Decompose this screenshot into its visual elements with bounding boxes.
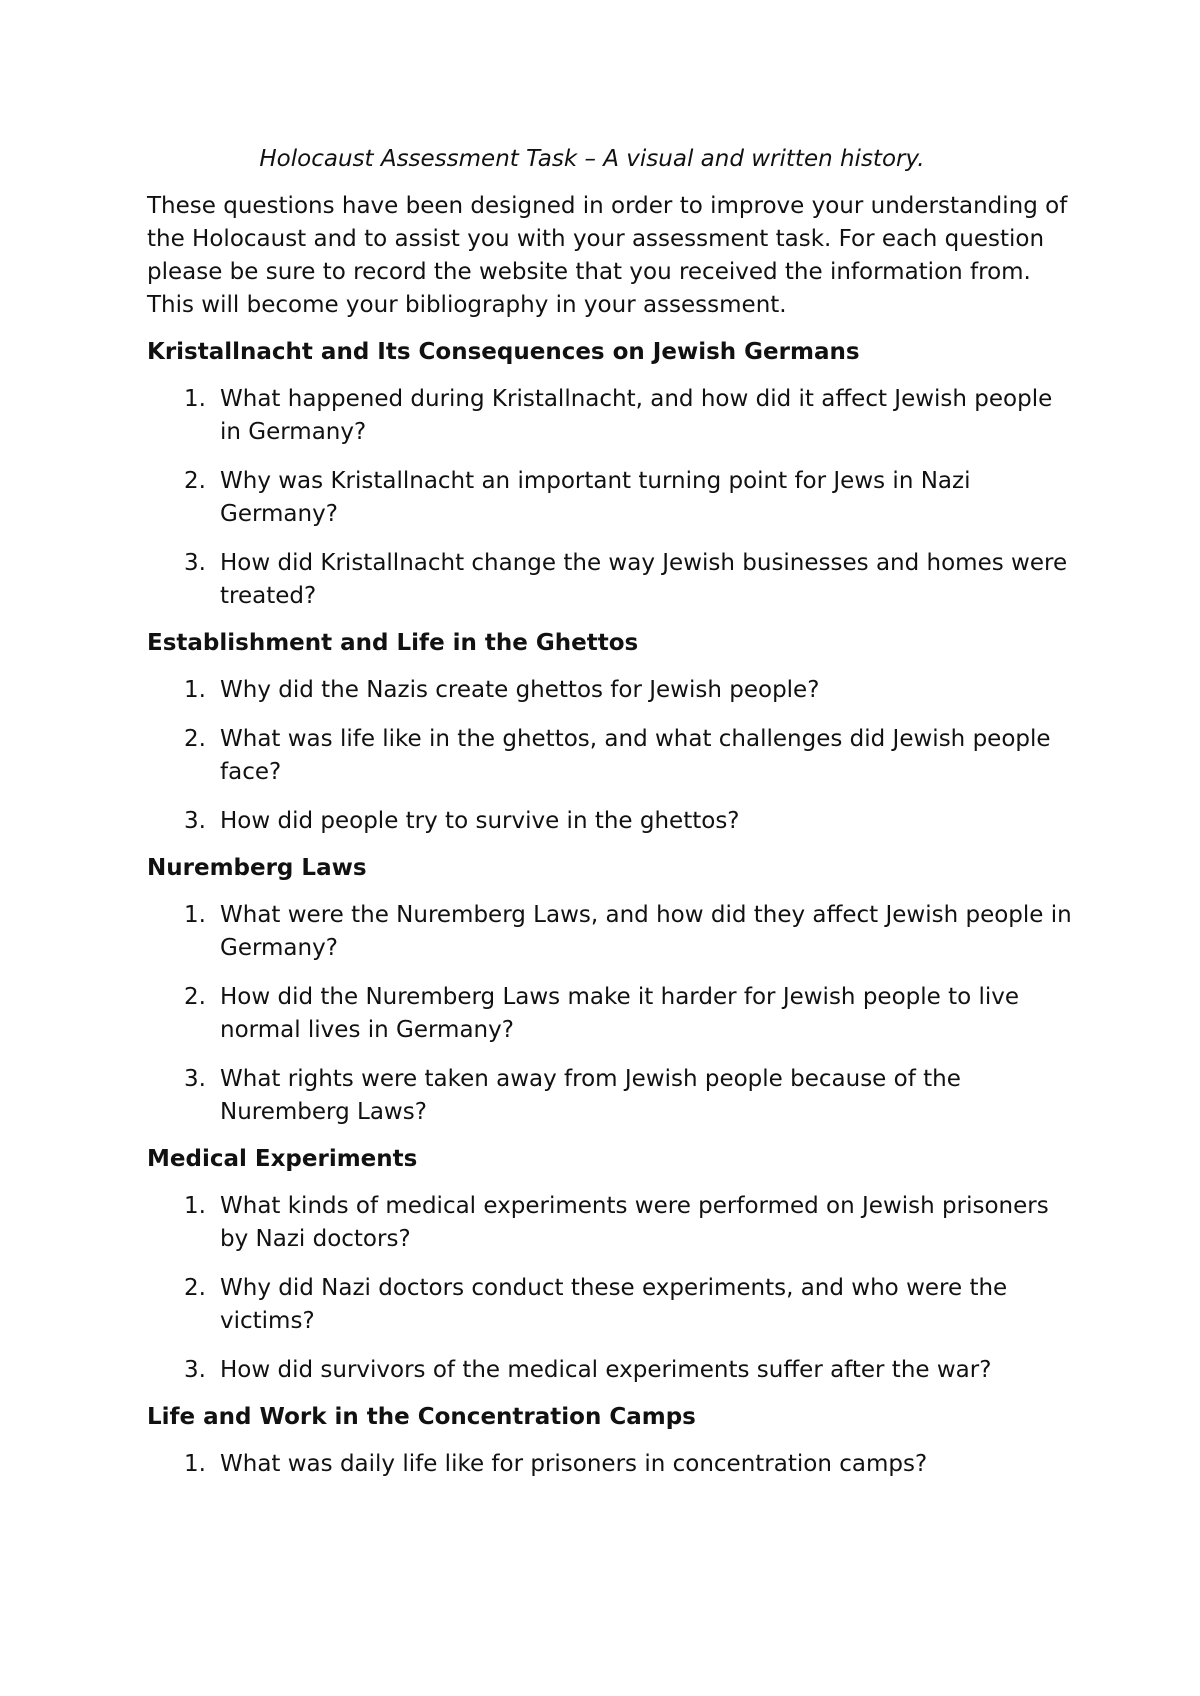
section-heading: Establishment and Life in the Ghettos: [147, 630, 639, 656]
question-number: 2.: [184, 726, 206, 752]
question-list: [147, 674, 1077, 838]
question-text: Why did Nazi doctors conduct these experiments, and who were the victims?: [220, 1275, 1008, 1334]
question-item: [147, 547, 1077, 613]
question-number: 2.: [184, 1275, 206, 1301]
question-text: Why was Kristallnacht an important turning point for Jews in Nazi Germany?: [220, 468, 971, 527]
question-number: 3.: [184, 550, 206, 576]
question-item: [147, 981, 1077, 1047]
question-item: [147, 1448, 1077, 1481]
question-item: [147, 723, 1077, 789]
question-item: [147, 383, 1077, 449]
section-heading: Kristallnacht and Its Consequences on Jewish Germans: [147, 339, 860, 365]
question-text: How did survivors of the medical experiments suffer after the war?: [220, 1357, 992, 1383]
question-text: Why did the Nazis create ghettos for Jewish people?: [220, 677, 820, 703]
question-text: What happened during Kristallnacht, and how did it affect Jewish people in Germany?: [220, 386, 1053, 445]
question-list: [147, 1448, 1077, 1481]
question-number: 3.: [184, 808, 206, 834]
question-item: [147, 1272, 1077, 1338]
question-item: [147, 1063, 1077, 1129]
question-number: 2.: [184, 468, 206, 494]
intro-paragraph: These questions have been designed in order to improve your understanding of the Holocaust and to assist you with your assessment task. For each question please be sure to record the website that you received the information from. This will become your bibliography in your assessment.: [147, 193, 1068, 318]
question-list: [147, 899, 1077, 1129]
question-item: [147, 899, 1077, 965]
question-text: What were the Nuremberg Laws, and how did they affect Jewish people in Germany?: [220, 902, 1072, 961]
section-heading: Nuremberg Laws: [147, 855, 367, 881]
document-title: Holocaust Assessment Task – A visual and written history.: [259, 146, 925, 172]
section-medical-experiments: [147, 1143, 1077, 1387]
question-number: 1.: [184, 902, 206, 928]
question-text: What was daily life like for prisoners in concentration camps?: [220, 1451, 928, 1477]
question-number: 2.: [184, 984, 206, 1010]
question-number: 3.: [184, 1357, 206, 1383]
question-item: [147, 1190, 1077, 1256]
question-number: 1.: [184, 1193, 206, 1219]
question-text: What rights were taken away from Jewish people because of the Nuremberg Laws?: [220, 1066, 961, 1125]
question-item: [147, 805, 1077, 838]
section-ghettos: [147, 627, 1077, 838]
section-concentration-camps: [147, 1401, 1077, 1481]
question-item: [147, 465, 1077, 531]
question-list: [147, 1190, 1077, 1387]
document-page: [147, 143, 1077, 1495]
question-text: What was life like in the ghettos, and what challenges did Jewish people face?: [220, 726, 1051, 785]
question-item: [147, 674, 1077, 707]
question-item: [147, 1354, 1077, 1387]
question-text: How did the Nuremberg Laws make it harder for Jewish people to live normal lives in Germany?: [220, 984, 1020, 1043]
question-text: What kinds of medical experiments were performed on Jewish prisoners by Nazi doctors?: [220, 1193, 1049, 1252]
question-text: How did people try to survive in the ghettos?: [220, 808, 740, 834]
section-heading: Medical Experiments: [147, 1146, 418, 1172]
question-text: How did Kristallnacht change the way Jewish businesses and homes were treated?: [220, 550, 1068, 609]
question-number: 3.: [184, 1066, 206, 1092]
question-number: 1.: [184, 677, 206, 703]
question-number: 1.: [184, 386, 206, 412]
question-list: [147, 383, 1077, 613]
section-heading: Life and Work in the Concentration Camps: [147, 1404, 696, 1430]
section-nuremberg-laws: [147, 852, 1077, 1129]
section-kristallnacht: [147, 336, 1077, 613]
question-number: 1.: [184, 1451, 206, 1477]
